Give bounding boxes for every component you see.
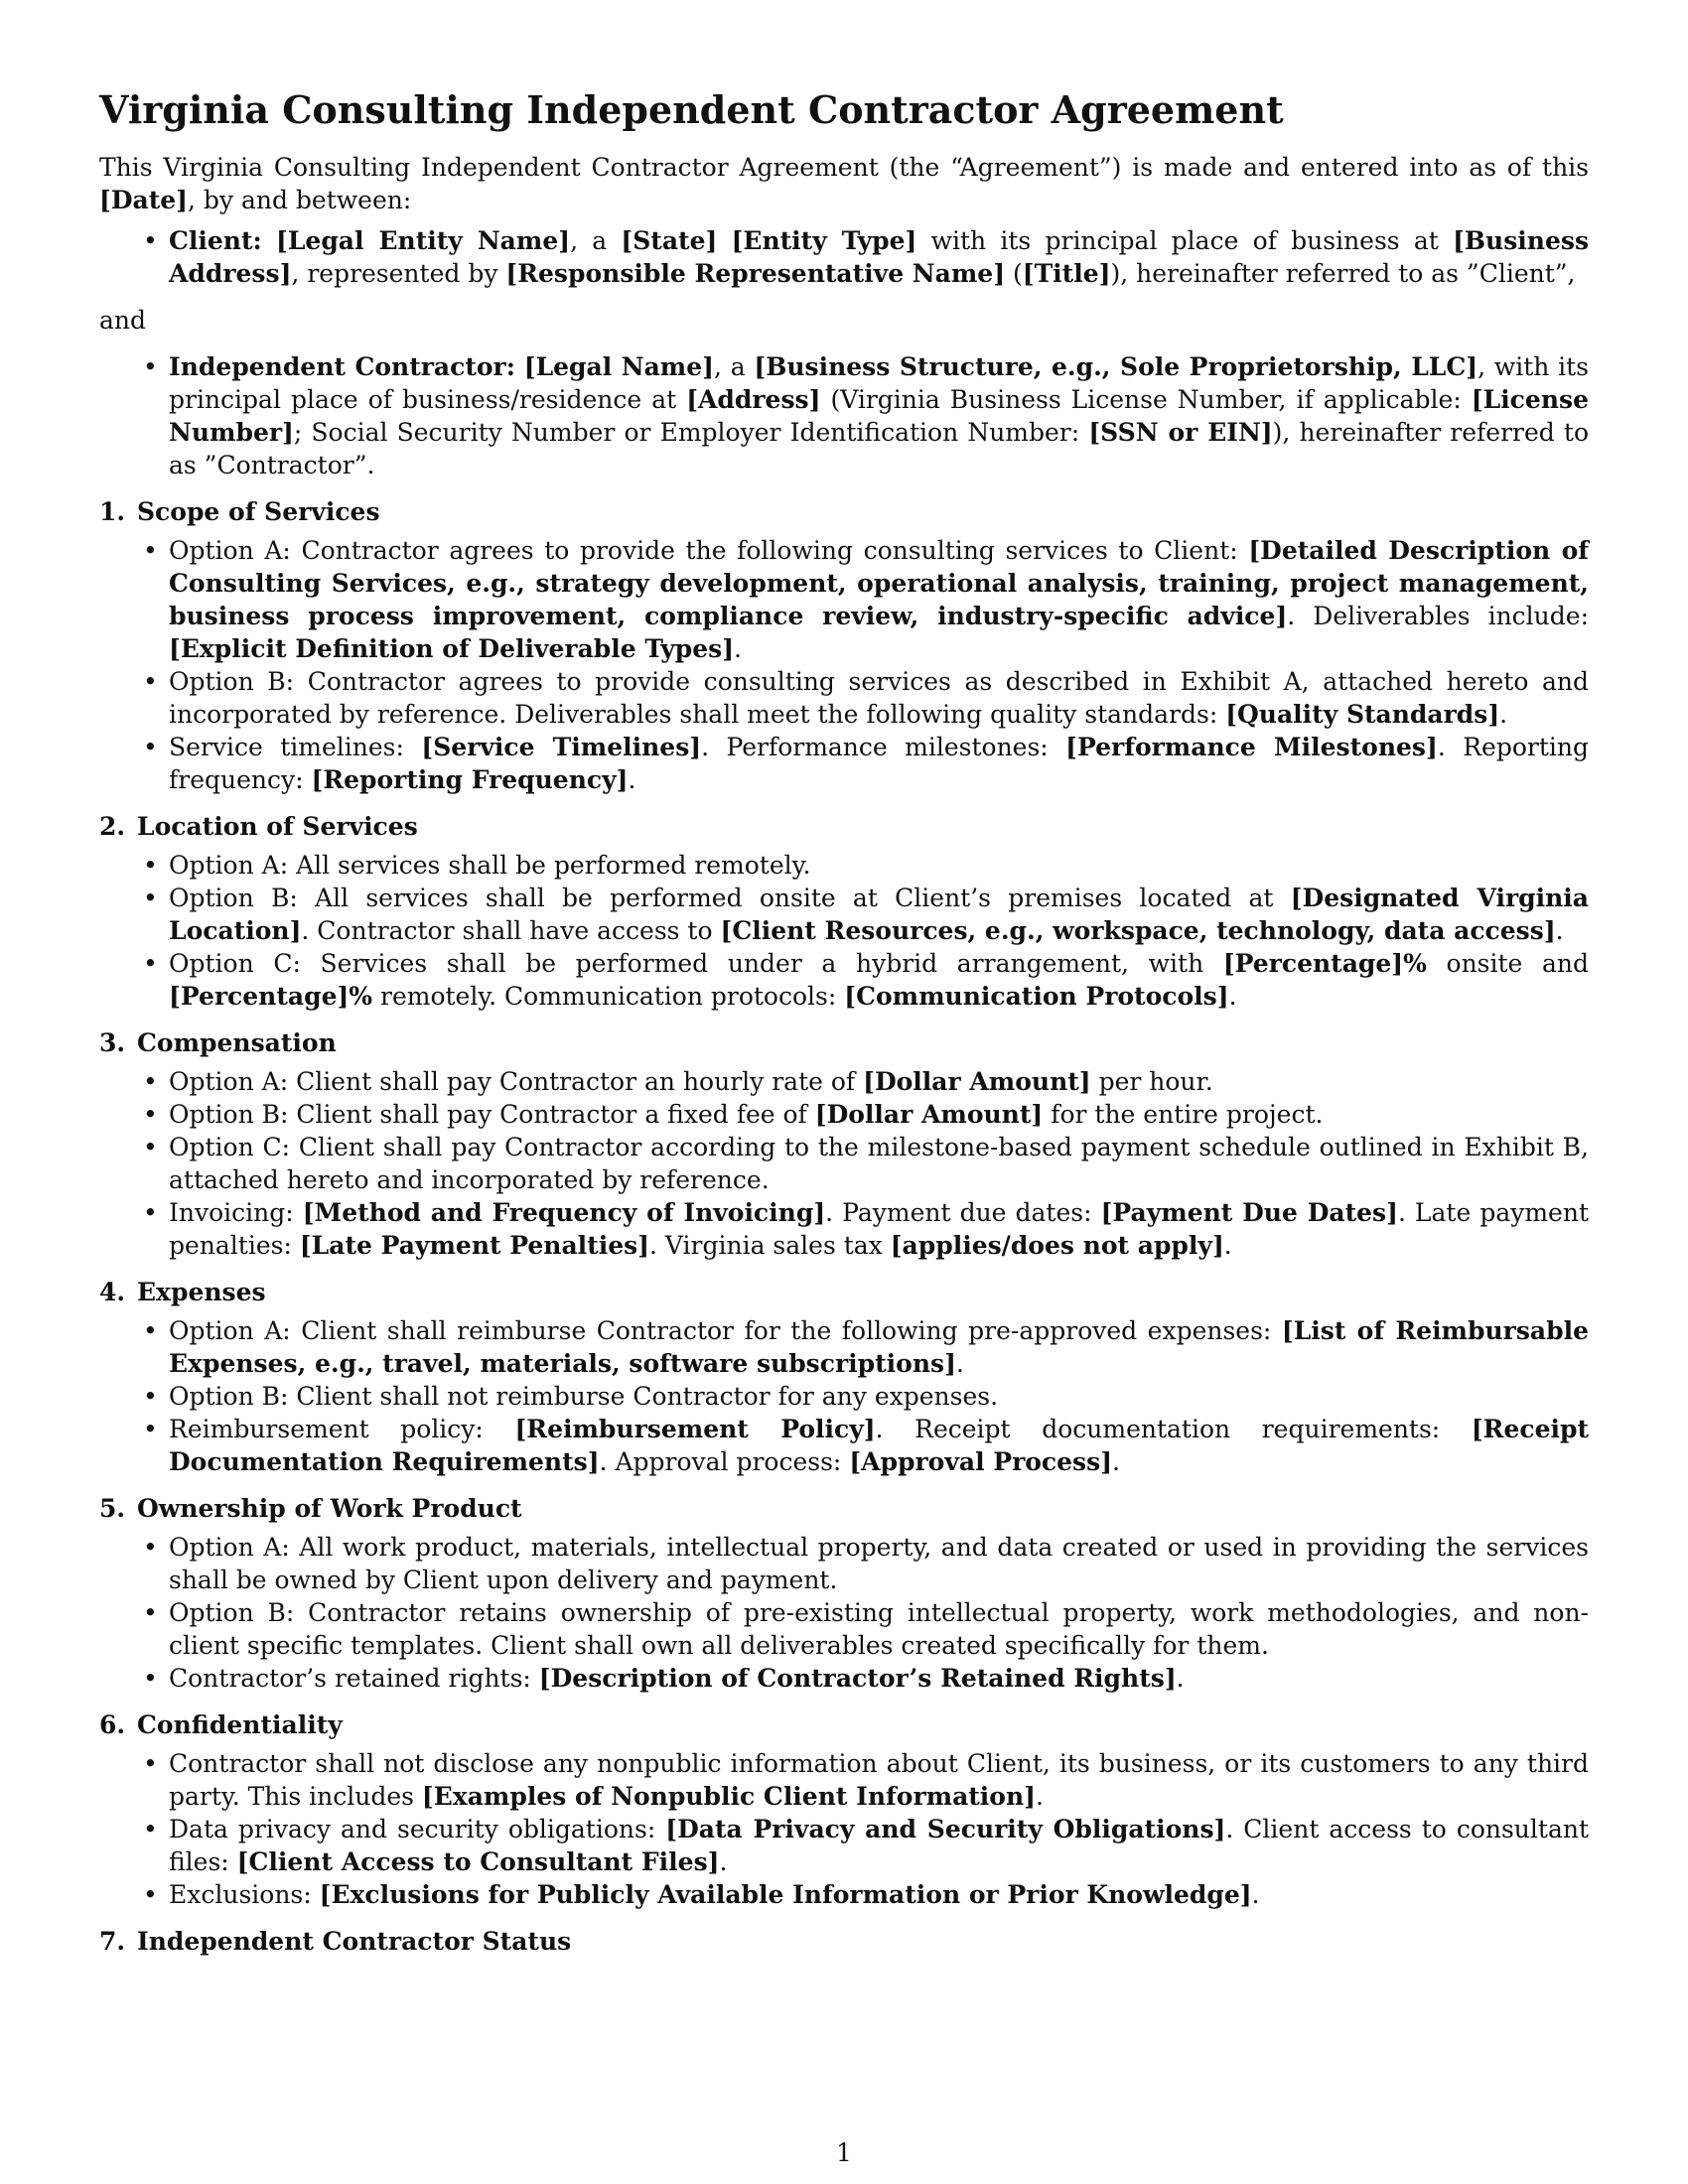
clause-text: . Contractor shall have access to [301,916,721,945]
section-number: 4. [99,1278,126,1306]
placeholder: [Business Address] [169,226,1590,288]
list-item [169,665,1589,731]
party-text [262,226,276,255]
placeholder: [Description of Contractor’s Retained Rights] [538,1664,1177,1693]
clause-text: onsite and [1426,949,1589,978]
list-item [169,1531,1589,1596]
clause-text: . [1036,1782,1044,1811]
section-heading [99,495,1589,528]
placeholder: [Client Resources, e.g., workspace, technology, data access] [720,916,1556,945]
party-text: , a [713,352,755,381]
placeholder: [Designated Virginia Location] [169,884,1589,945]
section-number: 2. [99,812,126,841]
clause-text: Option B: Client shall not reimburse Contractor for any expenses. [169,1382,999,1411]
clause-text: Exclusions: [169,1880,320,1909]
section-4 [99,1276,1589,1478]
placeholder: [Exclusions for Publicly Available Information or Prior Knowledge] [319,1880,1252,1909]
clause-text: Option B: All services shall be performed onsite at Client’s premises located at [169,884,1291,912]
placeholder: [Title] [1022,259,1111,288]
clause-text: Option A: All work product, materials, intellectual property, and data created or used in providing the services shall be owned by Client upon delivery and payment. [169,1533,1589,1594]
placeholder: [Quality Standards] [1225,700,1500,729]
placeholder: [License Number] [169,385,1589,447]
clause-text: Reimbursement policy: [169,1415,515,1443]
date-placeholder: [Date] [99,186,188,214]
section-number: 7. [99,1927,126,1956]
section-item-list [99,849,1589,1013]
list-item [169,1878,1589,1911]
placeholder: [Address] [686,385,821,414]
section-title: Ownership of Work Product [137,1494,522,1523]
client-label: Client: [169,226,262,255]
page-number: 1 [836,2138,852,2167]
party-text [515,352,524,381]
list-item [169,1413,1589,1478]
placeholder: [Performance Milestones] [1065,733,1438,761]
list-item [169,1813,1589,1878]
clause-text: . Approval process: [599,1447,850,1476]
clause-text: . Performance milestones: [701,733,1066,761]
section-6 [99,1708,1589,1911]
clause-text: . [734,634,742,663]
clause-text: Contractor shall not disclose any nonpublic information about Client, its business, or its customers to any third party. This includes [169,1749,1589,1811]
section-number: 5. [99,1494,126,1523]
placeholder: [State] [621,226,718,255]
list-item [169,731,1589,796]
placeholder: [Percentage]% [1222,949,1427,978]
clause-text: . Late payment penalties: [169,1198,1590,1260]
section-item-list [99,1065,1589,1262]
section-5 [99,1492,1589,1695]
clause-text: Data privacy and security obligations: [169,1815,666,1843]
placeholder: [Legal Entity Name] [276,226,571,255]
client-party-list [99,224,1589,290]
section-3 [99,1026,1589,1262]
party-text: ; Social Security Number or Employer Identification Number: [293,418,1089,447]
placeholder: [Examples of Nonpublic Client Information] [421,1782,1036,1811]
party-text [717,226,731,255]
placeholder: [Service Timelines] [421,733,702,761]
party-text: , with its principal place of business/residence at [169,352,1589,414]
placeholder: [Legal Name] [523,352,714,381]
list-item [169,947,1589,1013]
sections-container [99,495,1589,1958]
section-heading [99,1026,1589,1059]
clause-text: . [1112,1447,1120,1476]
clause-text: Option A: All services shall be performed remotely. [169,851,811,880]
contractor-party [169,350,1589,481]
contractor-label: Independent Contractor: [169,352,515,381]
clause-text: Option B: Contractor retains ownership of pre-existing intellectual property, work methodologies, and non-client specific templates. Client shall own all deliverables created specifically for them. [169,1598,1589,1660]
placeholder: [Dollar Amount] [863,1067,1091,1096]
list-item [169,1065,1589,1098]
section-heading [99,1708,1589,1741]
placeholder: [Client Access to Consultant Files] [236,1847,720,1876]
section-7 [99,1925,1589,1958]
party-text: with its principal place of business at [916,226,1454,255]
clause-text: Option B: Contractor agrees to provide consulting services as described in Exhibit A, attached hereto and incorporated by reference. Deliverables shall meet the following quality standards: [169,667,1589,729]
clause-text: . [1555,916,1564,945]
contractor-party-list [99,350,1589,481]
document-title: Virginia Consulting Independent Contractor Agreement [99,87,1284,132]
document-body [99,87,1589,1958]
section-2 [99,810,1589,1013]
clause-text: Service timelines: [169,733,422,761]
section-heading [99,1276,1589,1308]
intro-text: This Virginia Consulting Independent Contractor Agreement (the “Agreement”) is made and entered into as of this [99,153,1589,182]
and-text: and [99,306,147,335]
section-title: Expenses [137,1278,266,1306]
placeholder: [Payment Due Dates] [1100,1198,1398,1227]
clause-text: . Deliverables include: [1287,602,1589,630]
list-item [169,1098,1589,1131]
clause-text: . [1223,1231,1232,1260]
list-item [169,1131,1589,1196]
placeholder: [Detailed Description of Consulting Services, e.g., strategy development, operational analysis, training, project management, business process improvement, compliance review, industry-specific advice] [169,536,1590,630]
placeholder: [Explicit Definition of Deliverable Types] [169,634,735,663]
clause-text: . Virginia sales tax [649,1231,891,1260]
section-title: Confidentiality [137,1710,343,1739]
section-item-list [99,1531,1589,1695]
section-heading [99,1492,1589,1525]
intro-paragraph [99,151,1589,216]
placeholder: [Data Privacy and Security Obligations] [665,1815,1226,1843]
placeholder: [Dollar Amount] [814,1100,1044,1129]
section-title: Independent Contractor Status [137,1927,572,1956]
clause-text: . [955,1349,964,1378]
clause-text: Option C: Client shall pay Contractor according to the milestone-based payment schedule outlined in Exhibit B, attached hereto and incorporated by reference. [169,1133,1589,1194]
clause-text: Option B: Client shall pay Contractor a fixed fee of [169,1100,815,1129]
clause-text: for the entire project. [1043,1100,1324,1129]
clause-text: . Client access to consultant files: [169,1815,1589,1876]
section-heading [99,810,1589,843]
placeholder: [Business Structure, e.g., Sole Proprietorship, LLC] [754,352,1478,381]
placeholder: [Percentage]% [169,982,373,1011]
clause-text: . Payment due dates: [825,1198,1101,1227]
clause-text: . [1228,982,1237,1011]
placeholder: [Approval Process] [849,1447,1113,1476]
placeholder: [Communication Protocols] [844,982,1229,1011]
clause-text: . [1176,1664,1185,1693]
section-1 [99,495,1589,796]
placeholder: [Responsible Representative Name] [505,259,1006,288]
list-item [169,1747,1589,1813]
party-text: ( [1005,259,1023,288]
placeholder: [Entity Type] [731,226,917,255]
clause-text: Contractor’s retained rights: [169,1664,539,1693]
clause-text: . [628,765,636,794]
clause-text: . Receipt documentation requirements: [875,1415,1472,1443]
section-item-list [99,1314,1589,1478]
placeholder: [List of Reimbursable Expenses, e.g., travel, materials, software subscriptions] [169,1316,1589,1378]
section-item-list [99,1747,1589,1911]
list-item [169,1196,1589,1262]
placeholder: [SSN or EIN] [1088,418,1273,447]
client-party [169,224,1589,290]
clause-text: Option A: Client shall pay Contractor an hourly rate of [169,1067,864,1096]
list-item [169,1596,1589,1662]
placeholder: [Reimbursement Policy] [514,1415,876,1443]
party-text: , represented by [291,259,506,288]
section-number: 3. [99,1028,126,1057]
clause-text: Invoicing: [169,1198,303,1227]
clause-text: Option C: Services shall be performed under a hybrid arrangement, with [169,949,1223,978]
placeholder: [Late Payment Penalties] [299,1231,650,1260]
list-item [169,1314,1589,1380]
list-item [169,534,1589,665]
clause-text: remotely. Communication protocols: [372,982,845,1011]
clause-text: . [719,1847,728,1876]
placeholder: [Receipt Documentation Requirements] [169,1415,1590,1476]
placeholder: [applies/does not apply] [890,1231,1224,1260]
placeholder: [Method and Frequency of Invoicing] [302,1198,826,1227]
list-item [169,1380,1589,1413]
section-title: Compensation [137,1028,337,1057]
section-title: Scope of Services [137,497,380,526]
section-number: 1. [99,497,126,526]
party-text: ), hereinafter referred to as ”Client”, [1110,259,1576,288]
clause-text: Option A: Client shall reimburse Contractor for the following pre-approved expenses: [169,1316,1282,1345]
party-text: , a [570,226,622,255]
clause-text: Option A: Contractor agrees to provide the following consulting services to Client: [169,536,1249,565]
section-title: Location of Services [137,812,418,841]
placeholder: [Reporting Frequency] [311,765,629,794]
list-item [169,882,1589,947]
clause-text: . Reporting frequency: [169,733,1589,794]
list-item [169,1662,1589,1695]
section-item-list [99,534,1589,796]
clause-text: per hour. [1090,1067,1213,1096]
clause-text: . [1499,700,1508,729]
party-text: (Virginia Business License Number, if applicable: [820,385,1472,414]
section-number: 6. [99,1710,126,1739]
clause-text: . [1251,1880,1260,1909]
section-heading [99,1925,1589,1958]
intro-text: , by and between: [188,186,412,214]
party-text: ), hereinafter referred to as ”Contractor”. [169,418,1589,479]
list-item [169,849,1589,882]
